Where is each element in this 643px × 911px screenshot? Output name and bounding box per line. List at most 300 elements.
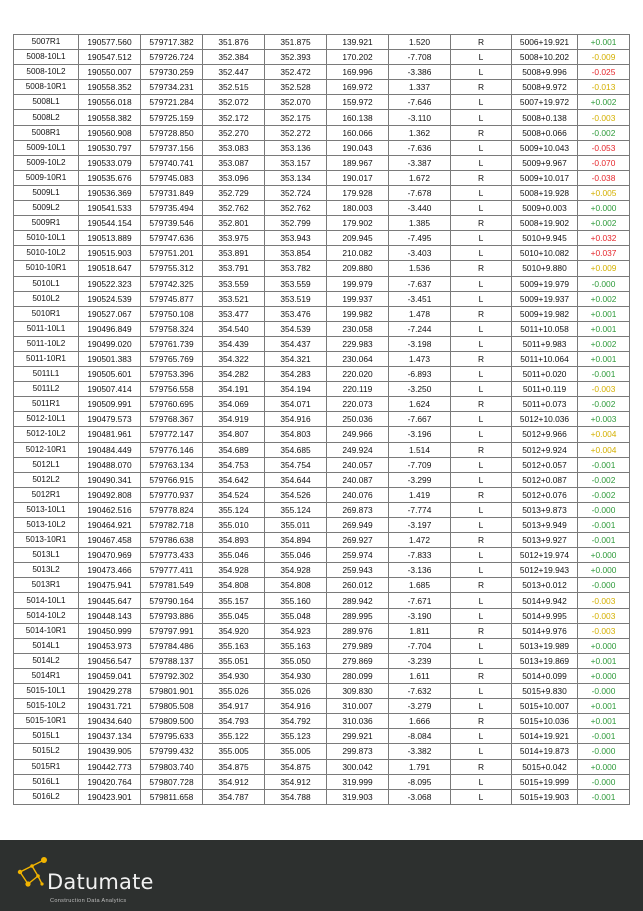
- table-cell: 579782.718: [141, 518, 203, 533]
- table-row: [14, 382, 630, 397]
- table-cell: 355.005: [265, 744, 327, 759]
- table-cell: 5008+0.066: [512, 125, 578, 140]
- table-cell: 190509.991: [79, 397, 141, 412]
- table-cell: -8.084: [389, 729, 451, 744]
- table-cell: 352.762: [265, 201, 327, 216]
- table-cell: 269.927: [327, 533, 389, 548]
- table-cell: 353.854: [265, 246, 327, 261]
- point-id-cell: 5013-10L2: [14, 518, 79, 533]
- table-cell: L: [451, 95, 512, 110]
- point-id-cell: 5010-10L1: [14, 231, 79, 246]
- table-cell: 353.476: [265, 306, 327, 321]
- table-row: [14, 578, 630, 593]
- table-cell: 354.808: [203, 578, 265, 593]
- table-row: [14, 397, 630, 412]
- table-cell: 190488.070: [79, 457, 141, 472]
- table-cell: 579792.302: [141, 668, 203, 683]
- point-id-cell: 5012R1: [14, 487, 79, 502]
- table-cell: 190470.969: [79, 548, 141, 563]
- table-cell: 280.099: [327, 668, 389, 683]
- deviation-cell: +0.004: [578, 442, 630, 457]
- point-id-cell: 5010L1: [14, 276, 79, 291]
- table-cell: 190556.018: [79, 95, 141, 110]
- table-row: [14, 759, 630, 774]
- table-cell: 355.124: [203, 502, 265, 517]
- table-cell: 1.473: [389, 351, 451, 366]
- table-cell: 199.979: [327, 276, 389, 291]
- table-cell: 190518.647: [79, 261, 141, 276]
- table-cell: 5012+19.974: [512, 548, 578, 563]
- table-cell: 299.921: [327, 729, 389, 744]
- table-cell: 249.966: [327, 427, 389, 442]
- table-cell: 354.282: [203, 367, 265, 382]
- table-cell: 259.943: [327, 563, 389, 578]
- table-cell: 352.175: [265, 110, 327, 125]
- table-cell: 229.983: [327, 336, 389, 351]
- table-cell: 190522.323: [79, 276, 141, 291]
- table-cell: 190473.466: [79, 563, 141, 578]
- table-cell: 5008+10.202: [512, 50, 578, 65]
- table-cell: 1.685: [389, 578, 451, 593]
- table-cell: 579807.728: [141, 774, 203, 789]
- table-cell: 352.072: [203, 95, 265, 110]
- table-cell: 354.642: [203, 472, 265, 487]
- point-id-cell: 5011-10R1: [14, 351, 79, 366]
- table-cell: 579773.433: [141, 548, 203, 563]
- table-row: [14, 774, 630, 789]
- table-cell: 179.928: [327, 185, 389, 200]
- table-cell: 355.160: [265, 593, 327, 608]
- table-cell: 354.539: [265, 321, 327, 336]
- table-row: [14, 231, 630, 246]
- table-cell: L: [451, 231, 512, 246]
- deviation-cell: +0.001: [578, 321, 630, 336]
- table-row: [14, 638, 630, 653]
- point-id-cell: 5008L2: [14, 110, 79, 125]
- table-cell: L: [451, 608, 512, 623]
- table-cell: 169.972: [327, 80, 389, 95]
- table-row: [14, 699, 630, 714]
- table-cell: 5009+0.003: [512, 201, 578, 216]
- table-cell: -3.068: [389, 789, 451, 804]
- table-cell: 5007+19.972: [512, 95, 578, 110]
- table-cell: 190513.889: [79, 231, 141, 246]
- table-cell: -7.632: [389, 684, 451, 699]
- deviation-cell: -0.025: [578, 65, 630, 80]
- table-cell: 354.439: [203, 336, 265, 351]
- table-cell: 579721.284: [141, 95, 203, 110]
- point-id-cell: 5015L2: [14, 744, 79, 759]
- table-row: [14, 533, 630, 548]
- table-cell: -7.833: [389, 548, 451, 563]
- table-row: [14, 563, 630, 578]
- table-cell: 279.869: [327, 653, 389, 668]
- table-row: [14, 276, 630, 291]
- table-row: [14, 593, 630, 608]
- table-row: [14, 714, 630, 729]
- table-cell: 190445.647: [79, 593, 141, 608]
- table-cell: 579758.324: [141, 321, 203, 336]
- table-row: [14, 442, 630, 457]
- table-row: [14, 789, 630, 804]
- table-cell: L: [451, 201, 512, 216]
- table-cell: 180.003: [327, 201, 389, 216]
- point-id-cell: 5011-10L1: [14, 321, 79, 336]
- table-cell: 240.087: [327, 472, 389, 487]
- table-cell: 354.754: [265, 457, 327, 472]
- deviation-cell: -0.000: [578, 578, 630, 593]
- deviation-cell: +0.000: [578, 563, 630, 578]
- table-row: [14, 125, 630, 140]
- table-cell: 5009+10.043: [512, 140, 578, 155]
- table-row: [14, 502, 630, 517]
- table-cell: 353.519: [265, 291, 327, 306]
- table-cell: 355.122: [203, 729, 265, 744]
- table-cell: 5008+0.138: [512, 110, 578, 125]
- deviation-cell: +0.032: [578, 231, 630, 246]
- table-row: [14, 291, 630, 306]
- table-cell: 5009+19.937: [512, 291, 578, 306]
- table-row: [14, 50, 630, 65]
- deviation-cell: -0.001: [578, 518, 630, 533]
- table-cell: 310.036: [327, 714, 389, 729]
- table-cell: 190.017: [327, 170, 389, 185]
- table-cell: R: [451, 170, 512, 185]
- table-cell: L: [451, 548, 512, 563]
- table-cell: -3.196: [389, 427, 451, 442]
- table-cell: 354.919: [203, 412, 265, 427]
- table-cell: 190450.999: [79, 623, 141, 638]
- table-cell: 190558.382: [79, 110, 141, 125]
- table-cell: L: [451, 789, 512, 804]
- deviation-cell: -0.002: [578, 397, 630, 412]
- table-cell: R: [451, 80, 512, 95]
- table-cell: 353.791: [203, 261, 265, 276]
- table-cell: 190475.941: [79, 578, 141, 593]
- table-cell: 5013+19.989: [512, 638, 578, 653]
- table-cell: 209.945: [327, 231, 389, 246]
- table-cell: -3.136: [389, 563, 451, 578]
- table-cell: 1.472: [389, 533, 451, 548]
- table-row: [14, 216, 630, 231]
- point-id-cell: 5009-10L2: [14, 155, 79, 170]
- table-cell: R: [451, 714, 512, 729]
- table-cell: L: [451, 472, 512, 487]
- table-cell: 190423.901: [79, 789, 141, 804]
- table-cell: 1.362: [389, 125, 451, 140]
- table-cell: L: [451, 412, 512, 427]
- table-cell: 579766.915: [141, 472, 203, 487]
- table-row: [14, 185, 630, 200]
- table-cell: 190541.533: [79, 201, 141, 216]
- point-id-cell: 5014-10L2: [14, 608, 79, 623]
- table-cell: 1.611: [389, 668, 451, 683]
- deviation-cell: -0.009: [578, 50, 630, 65]
- point-id-cell: 5011L1: [14, 367, 79, 382]
- table-cell: 300.042: [327, 759, 389, 774]
- table-cell: 579795.633: [141, 729, 203, 744]
- table-cell: L: [451, 563, 512, 578]
- table-cell: 354.322: [203, 351, 265, 366]
- table-cell: -3.299: [389, 472, 451, 487]
- table-cell: 190496.849: [79, 321, 141, 336]
- table-cell: L: [451, 729, 512, 744]
- table-cell: 354.792: [265, 714, 327, 729]
- deviation-cell: +0.002: [578, 336, 630, 351]
- table-cell: 352.070: [265, 95, 327, 110]
- deviation-cell: +0.000: [578, 201, 630, 216]
- deviation-cell: +0.000: [578, 548, 630, 563]
- point-id-cell: 5016L2: [14, 789, 79, 804]
- table-cell: 190560.908: [79, 125, 141, 140]
- table-cell: 5015+10.007: [512, 699, 578, 714]
- table-cell: 579742.325: [141, 276, 203, 291]
- table-cell: 355.123: [265, 729, 327, 744]
- table-cell: 355.026: [203, 684, 265, 699]
- table-cell: 190535.676: [79, 170, 141, 185]
- deviation-cell: -0.002: [578, 125, 630, 140]
- table-cell: 190448.143: [79, 608, 141, 623]
- table-cell: 354.685: [265, 442, 327, 457]
- table-cell: L: [451, 427, 512, 442]
- point-id-cell: 5009R1: [14, 216, 79, 231]
- table-cell: 190550.007: [79, 65, 141, 80]
- table-cell: 5009+19.979: [512, 276, 578, 291]
- table-cell: 289.995: [327, 608, 389, 623]
- table-cell: 354.753: [203, 457, 265, 472]
- table-cell: 353.477: [203, 306, 265, 321]
- deviation-cell: -0.003: [578, 382, 630, 397]
- table-cell: 5011+0.073: [512, 397, 578, 412]
- survey-points-table: [13, 34, 630, 805]
- deviation-cell: +0.005: [578, 185, 630, 200]
- table-cell: 579761.739: [141, 336, 203, 351]
- table-row: [14, 95, 630, 110]
- table-cell: 351.876: [203, 35, 265, 50]
- table-cell: 279.989: [327, 638, 389, 653]
- table-cell: 579726.724: [141, 50, 203, 65]
- table-cell: 579755.312: [141, 261, 203, 276]
- table-cell: L: [451, 367, 512, 382]
- table-cell: 190544.154: [79, 216, 141, 231]
- table-cell: 220.119: [327, 382, 389, 397]
- table-row: [14, 367, 630, 382]
- table-cell: 579772.147: [141, 427, 203, 442]
- table-cell: -7.671: [389, 593, 451, 608]
- table-cell: 1.520: [389, 35, 451, 50]
- table-row: [14, 65, 630, 80]
- table-cell: 259.974: [327, 548, 389, 563]
- table-cell: 352.472: [265, 65, 327, 80]
- point-id-cell: 5013L1: [14, 548, 79, 563]
- table-cell: 579776.146: [141, 442, 203, 457]
- table-cell: L: [451, 140, 512, 155]
- table-cell: 355.048: [265, 608, 327, 623]
- deviation-cell: -0.013: [578, 80, 630, 95]
- table-cell: 579739.546: [141, 216, 203, 231]
- table-cell: 299.873: [327, 744, 389, 759]
- point-id-cell: 5010-10L2: [14, 246, 79, 261]
- table-cell: 1.385: [389, 216, 451, 231]
- table-cell: 353.559: [265, 276, 327, 291]
- point-id-cell: 5008-10L1: [14, 50, 79, 65]
- table-cell: 354.069: [203, 397, 265, 412]
- table-row: [14, 170, 630, 185]
- deviation-cell: +0.004: [578, 427, 630, 442]
- table-cell: R: [451, 578, 512, 593]
- table-cell: 5015+9.830: [512, 684, 578, 699]
- table-cell: L: [451, 246, 512, 261]
- table-cell: 190533.079: [79, 155, 141, 170]
- table-cell: 190462.516: [79, 502, 141, 517]
- table-cell: 190547.512: [79, 50, 141, 65]
- table-cell: 353.559: [203, 276, 265, 291]
- table-cell: 579717.382: [141, 35, 203, 50]
- table-row: [14, 653, 630, 668]
- table-cell: 354.540: [203, 321, 265, 336]
- table-cell: 352.393: [265, 50, 327, 65]
- table-cell: 351.875: [265, 35, 327, 50]
- table-cell: 190490.341: [79, 472, 141, 487]
- table-cell: 5012+9.966: [512, 427, 578, 442]
- table-cell: 190456.547: [79, 653, 141, 668]
- table-cell: 354.928: [265, 563, 327, 578]
- table-cell: 160.138: [327, 110, 389, 125]
- table-cell: 579799.432: [141, 744, 203, 759]
- table-cell: -7.774: [389, 502, 451, 517]
- table-cell: 170.202: [327, 50, 389, 65]
- point-id-cell: 5009L1: [14, 185, 79, 200]
- deviation-cell: -0.002: [578, 487, 630, 502]
- table-cell: 352.528: [265, 80, 327, 95]
- table-cell: 190577.560: [79, 35, 141, 50]
- table-cell: 354.524: [203, 487, 265, 502]
- table-cell: 579725.159: [141, 110, 203, 125]
- point-id-cell: 5009L2: [14, 201, 79, 216]
- table-cell: R: [451, 306, 512, 321]
- deviation-cell: +0.009: [578, 261, 630, 276]
- table-cell: -3.197: [389, 518, 451, 533]
- table-cell: 355.011: [265, 518, 327, 533]
- table-cell: 190530.797: [79, 140, 141, 155]
- table-cell: 5015+19.903: [512, 789, 578, 804]
- table-cell: 5012+0.087: [512, 472, 578, 487]
- table-cell: 319.903: [327, 789, 389, 804]
- table-cell: R: [451, 487, 512, 502]
- table-cell: 5015+10.036: [512, 714, 578, 729]
- point-id-cell: 5014-10L1: [14, 593, 79, 608]
- table-row: [14, 261, 630, 276]
- table-cell: 190492.808: [79, 487, 141, 502]
- table-cell: -7.667: [389, 412, 451, 427]
- point-id-cell: 5007R1: [14, 35, 79, 50]
- table-cell: 352.515: [203, 80, 265, 95]
- deviation-cell: +0.001: [578, 699, 630, 714]
- table-cell: 159.972: [327, 95, 389, 110]
- table-cell: R: [451, 216, 512, 231]
- table-cell: 190507.414: [79, 382, 141, 397]
- table-cell: 353.975: [203, 231, 265, 246]
- point-id-cell: 5008R1: [14, 125, 79, 140]
- point-id-cell: 5012-10R1: [14, 442, 79, 457]
- table-cell: L: [451, 291, 512, 306]
- table-cell: 354.917: [203, 699, 265, 714]
- table-cell: L: [451, 744, 512, 759]
- table-cell: L: [451, 50, 512, 65]
- table-cell: 5012+19.943: [512, 563, 578, 578]
- table-cell: 289.976: [327, 623, 389, 638]
- table-cell: 355.010: [203, 518, 265, 533]
- deviation-cell: -0.000: [578, 684, 630, 699]
- table-cell: 355.026: [265, 684, 327, 699]
- table-cell: 355.046: [265, 548, 327, 563]
- table-cell: 354.194: [265, 382, 327, 397]
- brand-name: Datumate: [47, 870, 154, 894]
- table-cell: 249.924: [327, 442, 389, 457]
- table-cell: 579760.695: [141, 397, 203, 412]
- table-cell: -7.708: [389, 50, 451, 65]
- table-cell: 352.272: [265, 125, 327, 140]
- table-cell: 353.891: [203, 246, 265, 261]
- table-cell: 5013+9.949: [512, 518, 578, 533]
- point-id-cell: 5013-10R1: [14, 533, 79, 548]
- table-cell: -3.110: [389, 110, 451, 125]
- table-row: [14, 412, 630, 427]
- table-cell: 579790.164: [141, 593, 203, 608]
- table-cell: 190453.973: [79, 638, 141, 653]
- table-cell: 190484.449: [79, 442, 141, 457]
- table-cell: 352.799: [265, 216, 327, 231]
- table-cell: 579786.638: [141, 533, 203, 548]
- table-cell: 210.082: [327, 246, 389, 261]
- table-cell: 190431.721: [79, 699, 141, 714]
- survey-table-body: [14, 35, 630, 805]
- table-cell: R: [451, 759, 512, 774]
- table-cell: 240.057: [327, 457, 389, 472]
- table-cell: 354.930: [203, 668, 265, 683]
- table-cell: 5012+0.057: [512, 457, 578, 472]
- table-row: [14, 472, 630, 487]
- table-cell: 579781.549: [141, 578, 203, 593]
- table-cell: 190505.601: [79, 367, 141, 382]
- table-cell: 5009+19.982: [512, 306, 578, 321]
- deviation-cell: -0.000: [578, 502, 630, 517]
- point-id-cell: 5015-10L2: [14, 699, 79, 714]
- table-cell: 579735.494: [141, 201, 203, 216]
- table-cell: L: [451, 518, 512, 533]
- table-cell: 352.447: [203, 65, 265, 80]
- table-cell: -7.709: [389, 457, 451, 472]
- table-cell: 5011+0.119: [512, 382, 578, 397]
- table-cell: R: [451, 442, 512, 457]
- table-cell: 352.384: [203, 50, 265, 65]
- table-cell: 354.808: [265, 578, 327, 593]
- table-cell: 190501.383: [79, 351, 141, 366]
- table-cell: 355.157: [203, 593, 265, 608]
- table-cell: 209.880: [327, 261, 389, 276]
- table-cell: 220.020: [327, 367, 389, 382]
- table-row: [14, 668, 630, 683]
- table-cell: L: [451, 638, 512, 653]
- table-cell: 579734.231: [141, 80, 203, 95]
- table-cell: 579747.636: [141, 231, 203, 246]
- table-cell: 352.270: [203, 125, 265, 140]
- deviation-cell: -0.001: [578, 367, 630, 382]
- table-cell: 354.526: [265, 487, 327, 502]
- table-row: [14, 623, 630, 638]
- table-cell: L: [451, 774, 512, 789]
- table-cell: 353.096: [203, 170, 265, 185]
